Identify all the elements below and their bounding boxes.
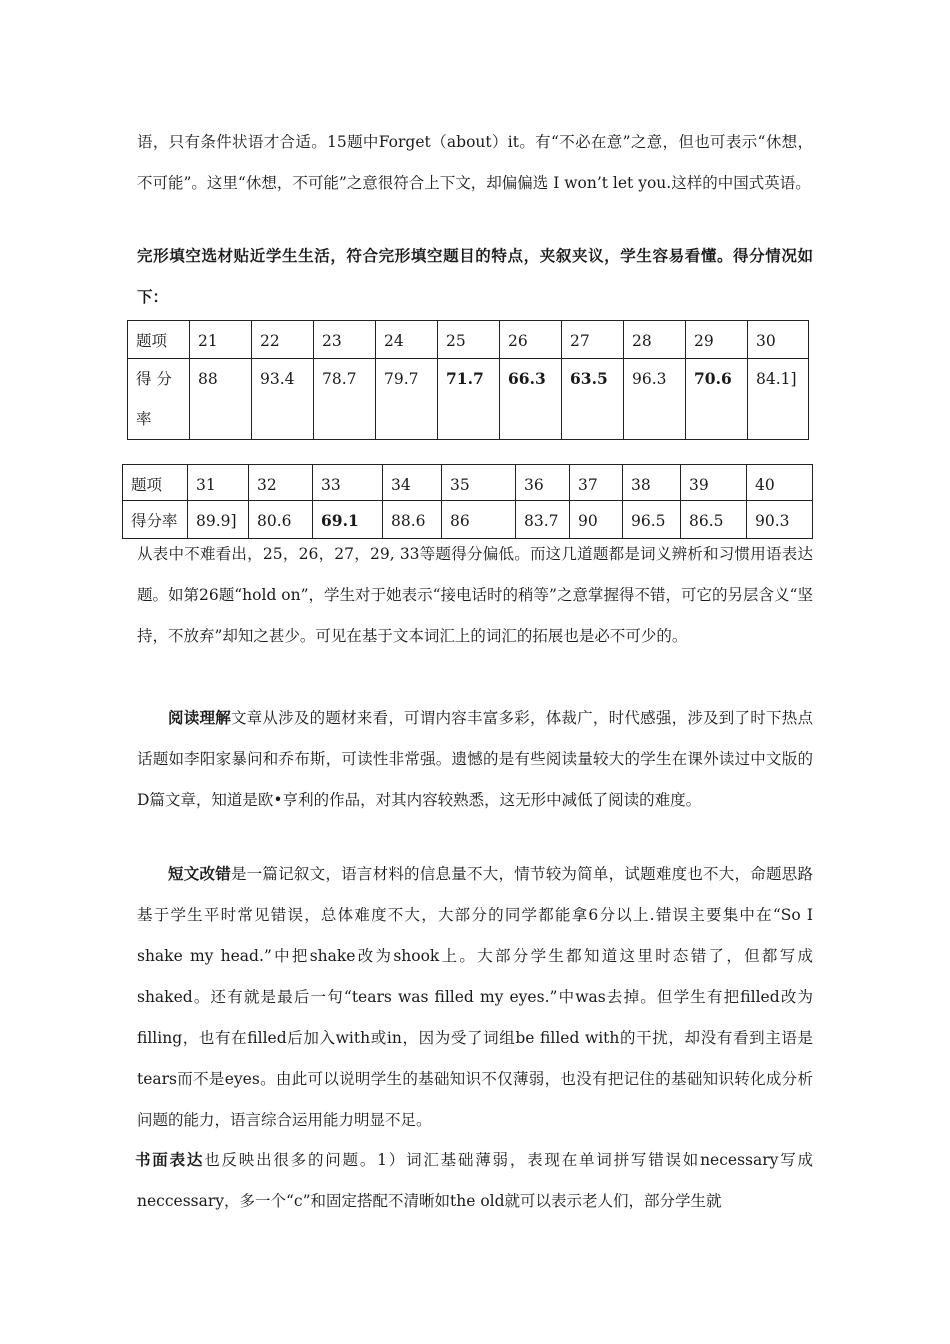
item-28: 28 — [624, 321, 686, 359]
table-row-items — [123, 465, 813, 501]
score-27: 63.5 — [562, 359, 624, 440]
row-label-score-rate: 得 分率 — [128, 359, 190, 440]
table-row-items — [128, 321, 809, 359]
score-30: 84.1] — [748, 359, 809, 440]
item-39: 39 — [681, 465, 747, 501]
section-heading-reading: 阅读理解 — [168, 708, 231, 727]
paragraph-table-analysis: 从表中不难看出，25，26，27，29, 33等题得分偏低。而这几道题都是词义辨析和习惯用语表达题。如第26题“hold on”，学生对于她表示“接电话时的稍等”之意掌握得不错，可它的另层含义“坚持，不放弃”却知之甚少。可见在基于文本词汇上的词汇的拓展也是必不可少的。 — [137, 545, 813, 645]
score-36: 83.7 — [516, 501, 570, 539]
item-27: 27 — [562, 321, 624, 359]
item-38: 38 — [623, 465, 681, 501]
score-25: 71.7 — [438, 359, 500, 440]
table-row-scores — [123, 501, 813, 539]
section-heading-error-correction: 短文改错 — [168, 864, 231, 883]
reading-body: 文章从涉及的题材来看，可谓内容丰富多彩，体裁广，时代感强，涉及到了时下热点话题如李阳家暴问和乔布斯，可读性非常强。遗憾的是有些阅读量较大的学生在课外读过中文版的D篇文章，知道是欧•亨利的作品，对其内容较熟悉，这无形中减低了阅读的难度。 — [137, 709, 813, 809]
item-23: 23 — [314, 321, 376, 359]
item-34: 34 — [383, 465, 442, 501]
score-31: 89.9] — [188, 501, 249, 539]
paragraph-writing — [137, 1139, 813, 1222]
writing-body: 也反映出很多的问题。1）词汇基础薄弱，表现在单词拼写错误如necessary写成neccessary，多一个“c”和固定搭配不清晰如the old就可以表示老人们，部分学生就 — [137, 1151, 813, 1210]
item-31: 31 — [188, 465, 249, 501]
item-37: 37 — [570, 465, 623, 501]
score-39: 86.5 — [681, 501, 747, 539]
item-30: 30 — [748, 321, 809, 359]
score-table-31-40 — [122, 464, 813, 539]
score-38: 96.5 — [623, 501, 681, 539]
score-table-21-30 — [127, 320, 809, 440]
score-40: 90.3 — [747, 501, 813, 539]
paragraph-cloze-intro: 完形填空选材贴近学生生活，符合完形填空题目的特点，夹叙夹议，学生容易看懂。得分情况如下： — [137, 246, 813, 306]
table-row-scores — [128, 359, 809, 440]
score-26: 66.3 — [500, 359, 562, 440]
score-35: 86 — [442, 501, 516, 539]
item-32: 32 — [249, 465, 313, 501]
score-21: 88 — [190, 359, 252, 440]
item-22: 22 — [252, 321, 314, 359]
score-29: 70.6 — [686, 359, 748, 440]
row-label-items: 题项 — [128, 321, 190, 359]
item-33: 33 — [313, 465, 383, 501]
score-24: 79.7 — [376, 359, 438, 440]
section-heading-writing: 书面表达 — [135, 1150, 205, 1169]
score-33: 69.1 — [313, 501, 383, 539]
score-34: 88.6 — [383, 501, 442, 539]
paragraph-reading-comprehension — [137, 697, 813, 821]
score-32: 80.6 — [249, 501, 313, 539]
paragraph-cloze-test-notes: 语，只有条件状语才合适。15题中Forget（about）it。有“不必在意”之意，但也可表示“休想，不可能”。这里“休想，不可能”之意很符合上下文，却偏偏选 I won’t let you.这样的中国式英语。 — [137, 133, 813, 192]
score-37: 90 — [570, 501, 623, 539]
error-correction-body: 是一篇记叙文，语言材料的信息量不大，情节较为简单，试题难度也不大，命题思路基于学生平时常见错误，总体难度不大，大部分的同学都能拿6分以上.错误主要集中在“So I shake my head.”中把shake改为shook上。大部分学生都知道这里时态错了，但都写成shaked。还有就是最后一句“tears was filled my eyes.”中was去掉。但学生有把filled改为filling，也有在filled后加入with或in，因为受了词组be filled with的干扰，却没有看到主语是tears而不是eyes。由此可以说明学生的基础知识不仅薄弱，也没有把记住的基础知识转化成分析问题的能力，语言综合运用能力明显不足。 — [137, 865, 813, 1129]
item-35: 35 — [442, 465, 516, 501]
row-label-items: 题项 — [123, 465, 188, 501]
score-28: 96.3 — [624, 359, 686, 440]
item-40: 40 — [747, 465, 813, 501]
score-23: 78.7 — [314, 359, 376, 440]
score-22: 93.4 — [252, 359, 314, 440]
paragraph-error-correction — [137, 853, 813, 1141]
item-29: 29 — [686, 321, 748, 359]
row-label-score-rate: 得分率 — [123, 501, 188, 539]
item-25: 25 — [438, 321, 500, 359]
item-24: 24 — [376, 321, 438, 359]
item-36: 36 — [516, 465, 570, 501]
item-26: 26 — [500, 321, 562, 359]
item-21: 21 — [190, 321, 252, 359]
